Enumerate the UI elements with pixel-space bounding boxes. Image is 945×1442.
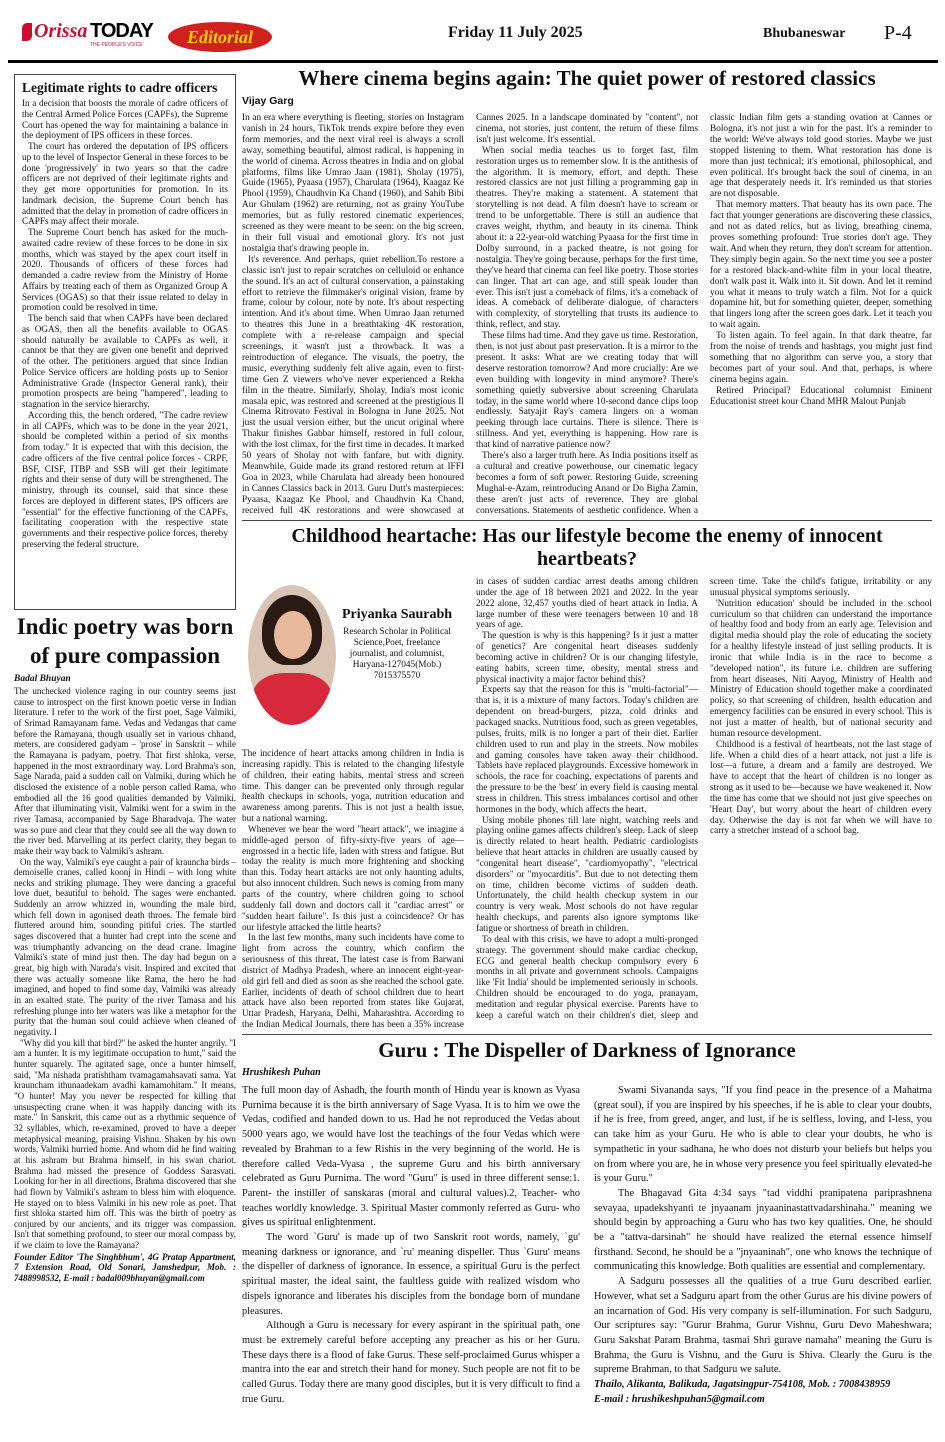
author-face [274,611,312,659]
logo-tagline: THE PEOPLE'S VOICE [90,42,143,48]
article-paragraph: It's reverence. And perhaps, quiet rebellion.To restore a classic isn't just to repair scratches on celluloid or enhance the sound. It's an act of cultural conservation, a painstaking effort to retrieve the filmmaker's original vision, frame by frame, colour by colour, note by note. It's about respecting intention. And it's about time. When Umrao Jaan returned to theatres this June in a breathtaking 4K restoration, complete with a re-release campaign and special screenings, it wasn't just a throwback. It was a reintroduction of elegance. The visuals, the poetry, the music, everything suddenly felt alive again, even to first-time Gen Z viewers who've never experienced a Rekha film in the theatre. Similarly, Sholay, India's most iconic masala epic, was restored and screened at the prestigious Il Cinema Ritrovato Festival in Bologna in June 2025. Not just the usual version either, but the uncut original where Thakur finishes Gabbar himself, restored in full colour, with the lost climax, for the first time in decades. It marked 50 years of Sholay not with fanfare, but with dignity. Meanwhile, Guide made its grand restored return at IFFI Goa in 2023, while Charulata had already been honoured in Cannes Classics back in 2013. Guru Dutt's masterpieces: Pyaasa, Kaagaz Ke Phool, and Chaudhvin Ka Chand, received full 4K restorations and were showcased at Cannes 2025. In a landscape dominated by "content", not cinema, not stories, just content, the return of these films isn't just welcome. It's essential. [242,113,698,516]
article-byline: Hrushikesh Puhan [242,1067,321,1078]
article-paragraph: There's also a larger truth here. As India positions itself as a cultural and creative powerhouse, our cinematic legacy becomes a form of soft power. Restoring Guide, screening Mughal-e-Azam, reintroducing Anand or Do Bigha Zamin, these aren't just acts of reverence. They are global conversations. Statements of aesthetic confidence. When a classic Indian film gets a standing ovation at Cannes or Bologna, it's not just a win for the past. It's a reminder to the world: We've always told good stories. Maybe we just stopped listening to them. What restoration has done is more than just technical; it's emotional, philosophical, and even political. It's brought back the soul of cinema, in an age that desperately needs it. It's reminded us that stories are not disposable. [476,113,932,516]
article-paragraph: According this, the bench ordered, "The cadre review in all CAPFs, which was to be done in the year 2021, should be completed within a period of six months from today." It is expected that with this decision, the cadre officers of the five central police forces - CRPF, BSF, CISF, ITBP and SSB will get their legitimate rights and their sense of duty will be strengthened. The ministry, through its counsel, said that since these forces are deployed in different states, IPS officers are "essential" for the effective functioning of the CAPFs, facilitating cooperation with the respective state governments and their respective police forces, thereby preserving the federal structure. [22,409,228,549]
article-paragraph: The question is why is this happening? Is it just a matter of genetics? Are congenital heart diseases suddenly becoming active in children? Or is our changing lifestyle, eating habits, screen time, obesity, mental stress and physical inactivity a major factor behind this? [476,631,698,685]
issue-city: Bhubaneswar [763,26,846,41]
logo-orissa: Orissa [34,20,88,42]
article-paragraph: On the way, Valmiki's eye caught a pair of krauncha birds – demoiselle cranes, called koonj in Hindi – with long white necks and striking plumage. They were dancing a graceful love duet, beautiful to behold. The sages were enchanted. Suddenly an arrow whizzed in, wounding the male bird, which fell down in agonised death throes. The female bird fluttered around him, sounding pitiful cries. The startled sages discovered that a hunter had crept into the scene and was triumphantly advancing on the dead crane. Imagine Valmiki's state of mind just then. The day had begun on a great, big high with Narada's visit. Inspired and excited that there was actually someone like Rama, the hero he had imagined, and hoped to find some day, Valmiki was already in an exalted state. The purity of the river Tamasa and his refreshing plunge into her waters was like a metaphor for the purity that the human soul could achieve when cleaned of negativity. I [14,856,236,1037]
masthead [8,18,938,56]
article-title: Childhood heartache: Has our lifestyle become the enemy of innocent heartbeats? [242,520,932,571]
article-paragraph: In an era where everything is fleeting, stories on Instagram vanish in 24 hours, TikTok trends expire before they even form memories, and the next viral reel is always a scroll away, something beautiful, almost radical, is happening in the world of cinema. Across theatres in India and on global platforms, films like Umrao Jaan (1981), Sholay (1975), Guide (1965), Pyaasa (1957), Charulata (1964), Kaagaz Ke Phool (1959), Chaudhvin Ka Chand (1960), and Sahib Bibi Aur Ghulam (1962) are returning, not as grainy YouTube memories, but as fully restored cinematic experiences, screened as they were meant to be seen: on the big screen, in their full visual and emotional glory. It's not just nostalgia that's drawing people in. [242,113,464,254]
article-byline: Vijay Garg [242,95,294,107]
article-paragraph: Although a Guru is necessary for every aspirant in the spiritual path, one must be extremely careful before accepting any preacher as his or her Guru. These days there is a flood of fake Gurus. These self-proclaimed Gurus whisper a mantra into the ear and stretch their hand for money. Such people are not fit to be called Gurus. Today there are many good disciples, but it is very difficult to find a true Guru. [242,1320,580,1405]
author-address: Thailo, Alikanta, Balikuda, Jagatsingpur-754108, Mob. : 7008438959 [594,1379,891,1391]
article-paragraph: When social media teaches us to forget fast, film restoration urges us to remember slow. It is the antithesis of the algorithm. It is memory, effort, and depth. These restored classics are not just filling a programming gap in theatres. They're making a statement. A statement that storytelling is not dead. A film doesn't have to scream or trend to be unforgettable. There is still an audience that craves weight, rhythm, and beauty in its cinema. Think about it: a 22-year-old watching Pyaasa for the first time in Dolby surround, in a packed theatre, is not going for nostalgia. They're going because, perhaps for the first time, they've heard that cinema can feel like poetry. Those stories can linger. That art can age, and still speak louder than ever. This isn't just a comeback of films, it's a comeback of ideas. A comeback of deliberate dialogue, of characters with complexity, of storytelling that trusts its audience to think, reflect, and stay. [476,145,698,331]
article-paragraph: "Why did you kill that bird?" he asked the hunter angrily. "I am a hunter. It is my legitimate occupation to hunt," said the hunter squarely. The agitated sage, once a hunter himself, said, "Ma nishada pratishtham tvamagamahsavati sama. Yat krauncham ithunaadekam avadhi kamamohitam." It means, "O hunter! May you never be respected for killing that unsuspecting crane when it was happily dancing with its mate." In Sanskrit, this came out as a rhythmic sequence of 32 syllables, which, re-examined, proved to have a deeper metaphysical meaning, praising Vishnu. Shaken by his own words, Valmiki hurried home. And whom did he find waiting at his ashram but Brahma himself, in his swan chariot. Brahma had missed the presence of Goddess Sarasvati. Looking for her in all directions, Brahma discovered that she had flown by Valmiki's ashram to bless him with eloquence. He stayed on to bless Valmiki in his new role as poet. That first shloka started him off. This was the birth of poetry as conjured by our ancients, and its trigger was compassion. Isn't that something profound, to steer our moral compass by, if we claim to love the Ramayana? [14,1037,236,1251]
article-paragraph: These films had time. And they gave us time. Restoration, then, is not just about past preservation. It is a mirror to the present. It asks: What are we creating today that will deserve restoration tomorrow? And more crucially: Are we even building with longevity in mind anymore? There's something quietly subversive about screening Charulata today, in the same world where 10-second dance clips loop endlessly. Satyajit Ray's camera lingers on a woman peeking through lace curtains. There is silence. There is stillness. And yet, everything is happening. How rare is that kind of narrative patience now? [476,331,698,451]
author-shirt [252,673,332,725]
article-paragraph: In the last few months, many such incidents have come to light from across the country, which confirm the seriousness of this threat. The latest case is from Barwani district of Madhya Pradesh, where an innocent eight-year-old girl fell and died as soon as she reached the school gate. Earlier, incidents of death of school children due to heart attack have also been reported from states like Gujarat, Uttar Pradesh, Haryana, Delhi, Maharashtra. According to the Indian Medical Journals, there has been a 35% increase in cases of sudden cardiac arrest deaths among children under the age of 18 between 2021 and 2022. In the year 2022 alone, 32,457 youths died of heart attack in India. A large number of these were teenagers between 10 and 18 years of age. [242,577,698,1031]
article-paragraph: The word `Guru' is made up of two Sanskrit root words, namely, `gu' meaning darkness or ignorance, and `ru' meaning dispeller. Thus `Guru' means the dispeller of darkness of ignorance. In essence, a spiritual Guru is the perfect spiritual master, the ideal saint, the faultless guide with realized wisdom who dispels ignorance and liberates his disciples from the bondage born of mundane pleasures. [242,1232,580,1317]
article-paragraph: 'Nutrition education' should be included in the school curriculum so that children can understand the importance of healthy food and body from an early age. Television and digital media should play the role of educating the society for a healthy lifestyle instead of just selling products. It is ironic that while India is in the race to become a "developed nation", its future i.e. children are suffering from heart diseases. Niti Aayog, Ministry of Health and Ministry of Education should together make a coordinated policy, so that screening of children, health education and emergency facilities can be ensured in every school. This is not just a matter of health, but of national security and human resource development. [710,598,932,739]
section-badge [168,22,272,52]
logo-today: TODAY [90,20,153,42]
article-body [242,1084,932,1424]
article-guru [242,1034,932,1434]
article-title: Guru : The Dispeller of Darkness of Ignorance [242,1034,932,1063]
author-name: Priyanka Saurabh [342,607,453,622]
issue-date: Friday 11 July 2025 [448,24,583,41]
author-card [242,577,464,745]
article-title: Where cinema begins again: The quiet power of restored classics [298,66,876,90]
author-description: Research Scholar in Political Science,Poet, freelance journalist, and columnist, Haryana-127045(Mob.) 7015375570 [343,627,451,681]
author-footer: Retired Principal? Educational columnist Eminent Educationist street kour Chand MHR Malout Punjab [710,385,932,407]
article-paragraph: Using mobile phones till late night, watching reels and playing online games affects children's sleep. Lack of sleep is directly related to heart health. Pediatric cardiologists believe that heart attacks in children are usually caused by "congenital heart disease", "cardiomyopathy", "electrical disorders" or "myocarditis". But due to not detecting them on time, children become victims of sudden death. Unfortunately, the child health checkup system in our country is very weak. Most schools do not have regular health checkups, and parents also ignore symptoms like fatigue or shortness of breath in children. [476,815,698,934]
article-paragraph: The Bhagavad Gita 4:34 says "tad viddhi pranipatena pariprashnena sevayaa, upadekshyanti te jnyaanam jnyaaninastattvadarshinaha." meaning we should begin by approaching a Guru who has two key qualities. One, he should be a "tattva-darsinah" he should have realized the eternal essence himself firsthand. Second, he should be a "jnyaaninah", one who knows the technique of communicating this knowledge. Both qualities are essential and complementary. [594,1187,932,1273]
article-paragraph: Swami Sivananda says, "If you find peace in the presence of a Mahatma (great soul), if you are inspired by his speeches, if he is able to clear your doubts, if he is free, from greed, anger, and lust, if he is selfless, loving, and I-less, you can take him as your Guru. He who is able to clear your doubts, he who is sympathetic in your sadhana, he who does not disturb your beliefs but helps you on from where you are, he in whose very presence you feel spiritually elevated-he is your Guru." [594,1085,932,1185]
article-paragraph: Experts say that the reason for this is "multi-factorial"—that is, it is a mixture of many factors. Today's children are dependent on bread-burgers, pizza, cold drinks and packaged snacks. Nutritious food, such as green vegetables, pulses, fruits, milk is no longer a part of their diet. Earlier children used to run and play in the streets. Now mobiles and gaming consoles have taken away their childhood. Tablets have replaced playgrounds. Excessive homework in schools, the race for coaching, expectations of parents and the pressure to be the 'best' in every field is causing mental stress in children. This stress imbalances cortisol and other hormones in the body, which affects the heart. [476,685,698,815]
article-restored-classics [242,66,932,518]
article-body [242,113,932,517]
article-paragraph: Whenever we hear the word "heart attack", we imagine a middle-aged person of fifty-sixty-five years of age—engrossed in a hectic life, laden with stress and fatigue. But today the reality is much more frightening and shocking than this. Today heart attacks are not only haunting adults, but also innocent children. Such news is coming from many parts of the country, where children going to school suddenly fall down and doctors call it "cardiac arrest" or "sudden heart failure". Is this just a coincidence? Or has our lifestyle attacked the little hearts? [242,824,464,933]
article-paragraph: A Sadguru possesses all the qualities of a true Guru described earlier. However, what set a Sadguru apart from the other Gurus are his divine powers of an incarnation of God. His very company is self-illumination. For such Sadguru, Our scriptures say: "Gurur Brahma, Gurur Vishnu, Guru Devo Maheshwara; Guru Sakshat Param Brahma, tasmai Shri gurave namaha" meaning the Guru is Brahma, the Guru is Vishnu, and the Guru is Shiva. Clearly the Guru is the supreme Brahman, to that Sadguru we salute. [594,1276,932,1376]
article-byline: Badal Bhuyan [14,674,71,684]
logo [22,20,157,48]
author-footer: Founder Editor 'The Singhbhum', 4G Pratap Appartment, 7 Extension Road, Old Sonari, Jamshedpur, Mob. : 7488998532, E-mail : badal009bhuyan@gmail.com [14,1251,236,1283]
article-childhood-heartache [242,520,932,1032]
article-paragraph: The unchecked violence raging in our country seems just cause to introspect on the first known poetic verse in Indian literature. I refer to the work of the first poet, Sage Valmiki, of Srimad Ramayanam fame. Vedas and Vedangas that came before the Ramayana, though usually set in various chhand, meters, are considered gadyam – 'prose' in Sanskrit – while the Ramayana is padyam, poetry. That first shloka, verse, happened in the most extraordinary way. Lord Brahma's son, Sage Narada, paid a sudden call on Valmiki, during which he disclosed the existence of a noble person called Rama, who embodied all the 16 good qualities demanded by Valmiki. After that illuminating visit, Valmiki went for a swim in the river Tamasa, accompanied by Sage Bharadvaja. The water was so pure and clear that they could see all the way down to the river bed. Marvelling at its perfect clarity, they began to make their way back to Valmiki's ashram. [14,686,236,856]
author-photo [248,585,336,725]
article-cadre-officers [14,74,236,610]
article-paragraph: The full moon day of Ashadh, the fourth month of Hindu year is known as Vyasa Purnima because it is the birth anniversary of Sage Vyasa. It is to him we owe the Vedas, codified and handed down to us. Had he not reproduced the Vedas about 5000 years ago, we would have lost the teachings of the four Vedas which were revealed by Brahman to a few Rishis in the very beginning of the world. He is therefore called Veda-Vyasa , the supreme Guru and his birth anniversary celebrated as Guru Purnima. The word "Guru" is used in three different sense:1. Parent- the instiller of sanskaras (moral and cultural values).2, Teacher- who teaches worldly knowledge. 3. Spiritual Master commonly referred as Guru- who gives us spiritual enlightenment. [242,1085,580,1229]
section-label: Editorial [186,26,253,47]
article-paragraph: The incidence of heart attacks among children in India is increasing rapidly. This is related to the changing lifestyle of children, their eating habits, mental stress and screen time. This danger can be prevented only through regular health checkups in schools, yoga, nutrition education and awareness among parents. This is not just a health issue, but a national warning. [242,749,464,825]
article-paragraph: The court has ordered the deputation of IPS officers up to the level of Inspector General in these forces to be done 'progressively' in two years so that the cadre officers are not deprived of their legitimate rights and they get more opportunities for promotion. In its landmark decision, the Supreme Court bench has admitted that the delay in promotion of cadre officers in CAPFs may affect their morale. [22,141,228,227]
article-paragraph: That memory matters. That beauty has its own pace. The fact that younger generations are discovering these classics, and not as dated relics, but as living, breathing cinema, proves something profound: True stories don't age. They wait. And when they return, they don't scream for attention. They simply begin again. So the next time you see a poster for a restored black-and-white film in your local theatre, don't walk past it. Walk into it. Sit down. And let it remind you what it means to truly watch a film. Not for a quick dopamine hit, but for something quieter, deeper, something that lingers long after the screen goes dark. Let it teach you to wait again. [710,200,933,331]
article-paragraph: The bench said that when CAPFs have been declared as OGAS, then all the benefits available to OGAS should naturally be available to CAPFs as well, it cannot be that they are given one benefit and deprived of the other. The petitioners argued that since Indian Police Service officers are holding posts up to Senior Administrative Grade (Inspector General rank), their promotion prospects are being "hampered", leading to stagnation in the service hierarchy. [22,313,228,409]
article-paragraph: The Supreme Court bench has asked for the much-awaited cadre review of these forces to be done in six months, which was stayed by the apex court itself in 2020. Thousands of officers of these forces had demanded a cadre review from the Ministry of Home Affairs by treating each of them as Organized Group A Services (OGAS) so that their issue related to delay in promotion could be resolved in time. [22,227,228,313]
article-body [242,577,932,1035]
article-indic-poetry [14,612,236,1432]
logo-flag-icon [22,23,32,41]
author-email: E-mail : hrushikeshpuhan5@gmail.com [594,1393,765,1405]
page-number: P-4 [884,22,912,44]
article-paragraph: In a decision that boosts the morale of cadre officers of the Central Armed Police Forces (CAPFs), the Supreme Court has opened the way for maintaining a balance in the deployment of IPS officers in these forces. [22,98,228,141]
article-paragraph: To listen again. To feel again. In that dark theatre, far from the noise of trends and hashtags, you might just find something that no algorithm can serve you, a story that becomes part of your soul. And that, perhaps, is where cinema begins again. [710,331,932,385]
masthead-rule [8,60,938,63]
article-title: Indic poetry was born of pure compassion [16,614,234,668]
article-paragraph: To deal with this crisis, we have to adopt a multi-pronged strategy. The government should make cardiac checkup, ECG and general health checkup compulsory every 6 months in all private and government schools. Campaigns like 'Fit India' should be implemented seriously in schools. Children should be encouraged to do yoga, pranayam, meditation and regular physical exercise. Parents have to keep a careful watch on their children's diet, sleep and screen time. Take the child's fatigue, irritability or any unusual physical symptoms seriously. [476,577,932,1021]
article-title: Legitimate rights to cadre officers [22,80,218,95]
article-paragraph: Childhood is a festival of heartbeats, not the last stage of life. When a child dies of a heart attack, not just a life is lost—a future, a dream and a family are destroyed. We have to accept that the heart of children is no longer as strong as it used to be—because we have weakened it. Now the time has come that we should not just give speeches on 'Heart Day', but worry about the heart of children every day. Otherwise the day is not far when we will have to carry a stretcher instead of a school bag. [710,739,932,837]
